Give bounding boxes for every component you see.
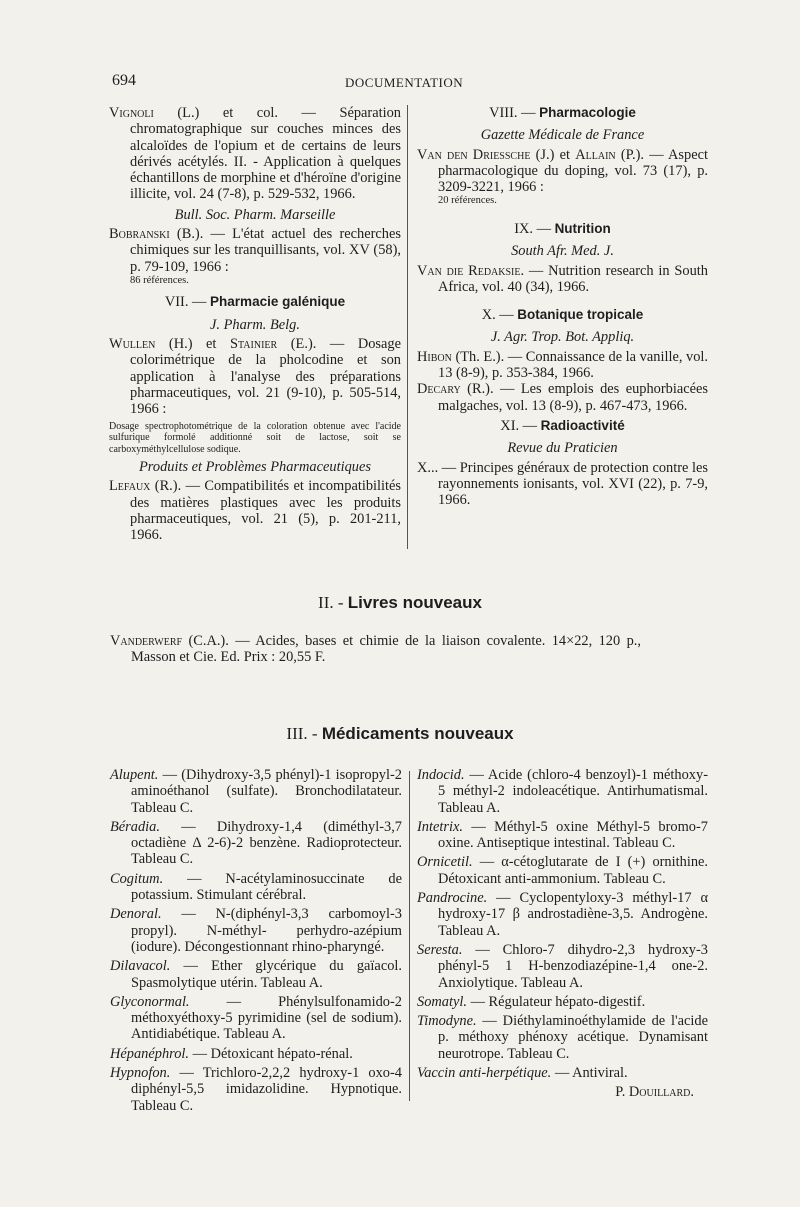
section-title: Pharmacie galénique: [210, 294, 346, 310]
drug-description: — Méthyl-5 oxine Méthyl-5 bromo-7 oxine. Antiseptique intestinal. Tableau C.: [438, 818, 708, 852]
right-column: [417, 105, 708, 508]
drug-entry: [417, 1013, 708, 1062]
journal-title: South Afr. Med. J.: [511, 243, 614, 260]
drug-entry: [417, 819, 708, 852]
entry-text: (R.). — Les emplois des euphorbiacées malgaches, vol. 13 (8-9), p. 467-473, 1966.: [438, 381, 708, 414]
drug-list-left: [110, 767, 402, 1117]
drug-entry: [110, 871, 402, 904]
entry-vandieredaksie: [417, 263, 708, 296]
entry-hibon: [417, 349, 708, 382]
drug-entry: [417, 994, 708, 1010]
drug-entry: [417, 1065, 708, 1081]
drug-entry: [110, 994, 402, 1043]
signature-initial: P.: [615, 1084, 629, 1101]
signature: [417, 1084, 708, 1100]
drug-description: — (Dihydroxy-3,5 phényl)-1 isopropyl-2 aminoéthanol (sulfate). Bronchodilatateur. Tableau C.: [131, 767, 402, 816]
section-number: XI. —: [500, 417, 541, 434]
page-number: 694: [112, 72, 136, 89]
author-name: Stainier: [230, 336, 278, 353]
drug-name: Cogitum.: [110, 870, 164, 887]
entry-text: (L.) et col. — Séparation chromatographique sur couches minces des alcaloïdes de l'opium et de certains de leurs dérivés acétylés. II. - Application à quelques échantillons de morphine et d'héroïne d'origine illicite, vol. 24 (7-8), p. 529-532, 1966.: [130, 105, 401, 203]
journal-title: J. Pharm. Belg.: [210, 316, 300, 333]
entry-text: (R.). — Compatibilités et incompatibilités des matières plastiques avec les produits pharmaceutiques, vol. 21 (5), p. 201-211, 1966.: [130, 478, 401, 544]
entry-bobranski: [109, 226, 401, 275]
section-number: III. -: [286, 724, 322, 743]
section-heading-x: [417, 307, 708, 323]
drug-description: — Cyclopentyloxy-3 méthyl-17 α hydroxy-17 β androstadiène-3,5. Androgène. Tableau A.: [438, 890, 708, 939]
entry-note: Dosage spectrophotométrique de la coloration obtenue avec l'acide sulfurique formolé additionné soit de lactose, soit se carboxyméthylcellulose sodique.: [109, 420, 401, 455]
section-number: VII. —: [164, 294, 211, 311]
drug-description: — N-(diphényl-3,3 carbomoyl-3 propyl). N-méthyl- perhydro-azépium (iodure). Décongestionnant rhino-pharyngé.: [131, 906, 402, 955]
drug-name: Glyconormal.: [110, 993, 190, 1010]
section-number: X. —: [481, 307, 518, 324]
drug-name: Somatyl.: [417, 993, 467, 1010]
drug-description: — Diéthylaminoéthylamide de l'acide p. méthoxy phénoxy acétique. Dynamisant neurotrope. Tableau C.: [438, 1013, 708, 1062]
section-title: Pharmacologie: [539, 105, 636, 120]
entry-text: (Th. E.). — Connaissance de la vanille, vol. 13 (8-9), p. 353-384, 1966.: [438, 348, 709, 382]
drug-entry: [110, 1065, 402, 1114]
entry-text: (B.). — L'état actuel des recherches chimiques sur les tranquillisants, vol. XV (58), p. 79-109, 1966 :: [130, 226, 401, 275]
entry-text: (P.). — Aspect pharmacologique du doping, vol. 73 (17), p. 3209-3221, 1966 :: [438, 146, 708, 196]
drug-name: Vaccin anti-herpétique.: [417, 1065, 552, 1082]
column-divider: [409, 771, 410, 1101]
drug-name: Alupent.: [110, 767, 159, 783]
drug-entry: [417, 942, 708, 991]
drug-entry: [110, 906, 402, 955]
entry-x: X... — Principes généraux de protection contre les rayonnements ionisants, vol. XVI (22), p. 7-9, 1966.: [417, 459, 708, 509]
drug-name: Ornicetil.: [417, 854, 473, 871]
drug-name: Denoral.: [110, 906, 162, 923]
references-count: 86 références.: [130, 274, 189, 286]
drug-name: Pandrocine.: [417, 890, 488, 907]
drug-entry: [110, 819, 402, 868]
entry-text: (C.A.). — Acides, bases et chimie de la liaison covalente. 14×22, 120 p., Masson et Cie. Ed. Prix : 20,55 F.: [131, 633, 641, 666]
drug-description: — Détoxicant hépato-rénal.: [189, 1045, 353, 1062]
drug-name: Indocid.: [417, 767, 465, 783]
section-heading-viii: [417, 105, 708, 121]
drug-description: — Antiviral.: [551, 1065, 628, 1082]
drug-description: — N-acétylaminosuccinate de potassium. Stimulant cérébral.: [131, 870, 402, 904]
drug-list-right: [417, 767, 708, 1101]
references-count: 20 références.: [438, 195, 497, 207]
section-title: Botanique tropicale: [517, 307, 644, 323]
section-title: Médicaments nouveaux: [321, 724, 514, 743]
drug-entry: [417, 890, 708, 939]
drug-description: — Trichloro-2,2,2 hydroxy-1 oxo-4 diphényl-5,5 imidazolidine. Hypnotique. Tableau C.: [131, 1065, 402, 1114]
drug-name: Hépanéphrol.: [110, 1045, 190, 1062]
section-title: Nutrition: [554, 220, 611, 236]
section-title: Radioactivité: [540, 417, 625, 433]
author-name: Van den Driessche: [417, 146, 531, 163]
drug-entry: [110, 1046, 402, 1062]
entry-text: (H.) et: [155, 336, 230, 353]
journal-title: Produits et Problèmes Pharmaceutiques: [139, 459, 371, 476]
section-title: Livres nouveaux: [347, 593, 482, 612]
drug-description: — Ether glycérique du gaïacol. Spasmolytique utérin. Tableau A.: [131, 958, 402, 991]
drug-entry: [417, 854, 708, 887]
journal-title: Gazette Médicale de France: [480, 127, 645, 144]
entry-text: (J.) et: [530, 146, 576, 163]
drug-description: — Régulateur hépato-digestif.: [466, 993, 646, 1010]
drug-description: — α-cétoglutarate de I (+) ornithine. Détoxicant anti-ammonium. Tableau C.: [438, 854, 708, 887]
section-number: VIII. —: [489, 105, 540, 121]
drug-name: Hypnofon.: [110, 1065, 171, 1082]
author-name: Lefaux: [109, 478, 151, 495]
drug-entry: [110, 767, 402, 816]
author-name: Allain: [575, 146, 616, 163]
journal-title: J. Agr. Trop. Bot. Appliq.: [490, 329, 635, 346]
drug-name: Timodyne.: [417, 1013, 477, 1030]
drug-description: — Dihydroxy-1,4 (diméthyl-3,7 octadiène Δ 2-6)-2 benzène. Radioprotecteur. Tableau C.: [131, 818, 402, 868]
author-name: Van die Redaksie: [417, 262, 521, 279]
entry-vandendriessche: [417, 147, 708, 196]
entry-wullen: [109, 336, 401, 417]
drug-entry: [417, 767, 708, 816]
entry-lefaux: [109, 478, 401, 543]
entry-vanderwerf: [110, 633, 641, 666]
entry-text: . — Nutrition research in South Africa, vol. 40 (34), 1966.: [438, 262, 708, 295]
author-name: Vanderwerf: [110, 633, 183, 649]
drug-description: — Acide (chloro-4 benzoyl)-1 méthoxy-5 méthyl-2 indoleacétique. Antirhumatismal. Tableau A.: [438, 767, 708, 816]
drug-entry: [110, 958, 402, 991]
section-heading-ix: [417, 221, 708, 237]
drug-name: Intetrix.: [417, 818, 463, 835]
drug-name: Béradia.: [110, 818, 160, 835]
signature-name: Douillard.: [628, 1084, 694, 1101]
drug-description: — Chloro-7 dihydro-2,3 hydroxy-3 phényl-5 1 H-benzodiazépine-1,4 one-2. Anxiolytique. Tableau A.: [438, 941, 708, 991]
section-heading-vii: [109, 294, 401, 310]
author-name: Decary: [417, 381, 461, 398]
left-column: [109, 105, 401, 544]
drug-name: Dilavacol.: [110, 958, 171, 975]
journal-title: Revue du Praticien: [507, 440, 618, 457]
section-heading-xi: [417, 418, 708, 434]
section-number: II. -: [318, 593, 348, 612]
drug-description: — Phénylsulfonamido-2 méthoxyéthoxy-5 pyrimidine (sel de sodium). Antidiabétique. Tableau A.: [131, 993, 402, 1043]
entry-text: (E.). — Dosage colorimétrique de la pholcodine et son application à l'analyse des préparations pharmaceutiques, vol. 21 (9-10), p. 505-514, 1966 :: [130, 336, 401, 418]
section-heading-ii: [0, 593, 800, 613]
author-name: Vignoli: [109, 105, 154, 121]
entry-vignoli: [109, 105, 401, 203]
author-name: Hibon: [417, 348, 452, 365]
drug-name: Seresta.: [417, 941, 463, 958]
author-name: Wullen: [109, 336, 156, 353]
running-head: DOCUMENTATION: [345, 75, 464, 90]
journal-title: Bull. Soc. Pharm. Marseille: [174, 206, 336, 223]
author-name: Bobranski: [109, 226, 170, 243]
section-number: IX. —: [514, 220, 555, 237]
column-divider: [407, 105, 408, 549]
entry-decary: [417, 381, 708, 414]
section-heading-iii: [0, 724, 800, 744]
